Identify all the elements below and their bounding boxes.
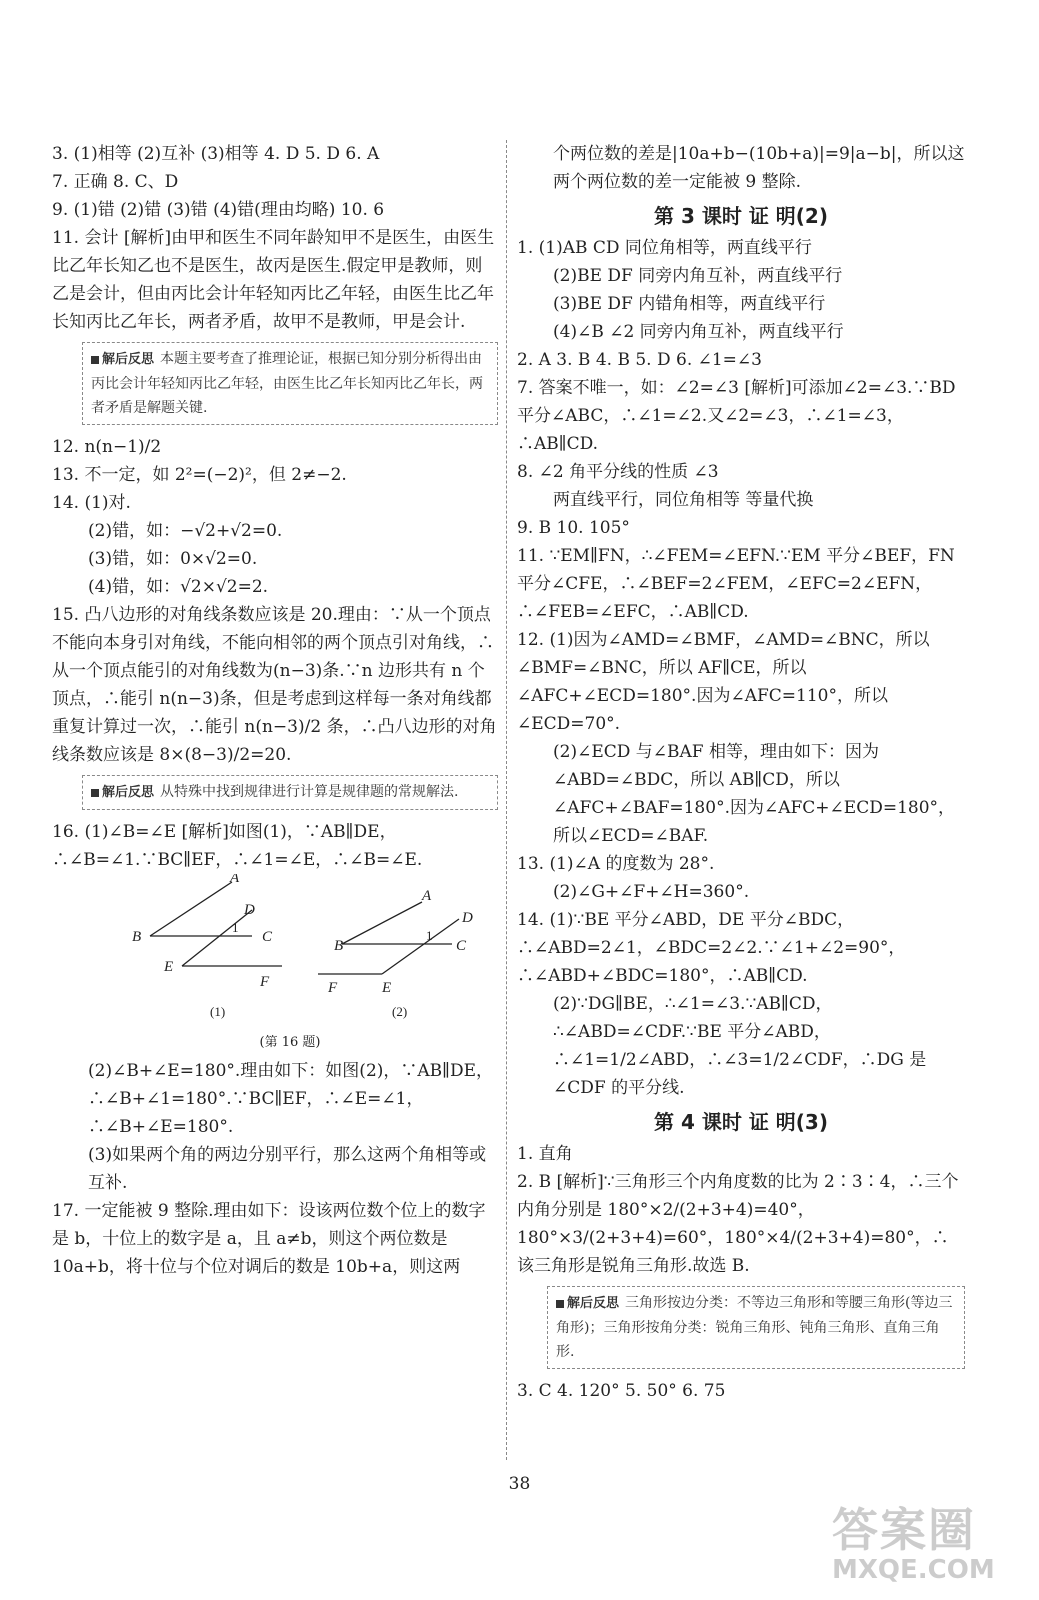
watermark-logo bbox=[832, 1505, 1022, 1590]
answer-line: (3)如果两个角的两边分别平行，那么这两个角相等或互补. bbox=[88, 1145, 487, 1193]
answer-line: 两直线平行，同位角相等 等量代换 bbox=[553, 490, 814, 510]
right-column bbox=[517, 140, 965, 1405]
answer-line: 16. (1)∠B=∠E [解析]如图(1)，∵AB∥DE，∴∠B=∠1.∵BC∥EF，∴∠1=∠E，∴∠B=∠E. bbox=[52, 822, 423, 870]
column-divider bbox=[506, 140, 507, 1460]
answer-line: 9. B 10. 105° bbox=[517, 518, 630, 538]
answer-line: 12. (1)因为∠AMD=∠BMF，∠AMD=∠BNC，所以∠BMF=∠BNC，所以 AF∥CE，所以∠AFC+∠ECD=180°.因为∠AFC=110°，所以∠ECD=70°. bbox=[517, 630, 930, 734]
fig1-line-ab bbox=[150, 882, 232, 936]
fig2-label-d: D bbox=[462, 910, 473, 926]
answer-line: 13. 不一定，如 2²=(−2)²，但 2≠−2. bbox=[52, 465, 347, 485]
answer-line: (4)错，如：√2×√2=2. bbox=[88, 577, 269, 597]
fig2-label-a: A bbox=[422, 888, 432, 904]
answer-line: 11. ∵EM∥FN，∴∠FEM=∠EFN.∵EM 平分∠BEF，FN 平分∠CFE，∴∠BEF=2∠FEM，∠EFC=2∠EFN，∴∠FEB=∠EFC，∴AB∥CD. bbox=[517, 546, 955, 622]
fig1-caption: (1) bbox=[210, 1004, 226, 1019]
answer-line: (2)∠B+∠E=180°.理由如下：如图(2)，∵AB∥DE，∴∠B+∠1=180°.∵BC∥EF，∴∠E=∠1，∴∠B+∠E=180°. bbox=[88, 1061, 494, 1137]
fig2-label-c: C bbox=[456, 938, 467, 954]
reflection-box bbox=[547, 1286, 965, 1369]
fig1-label-c: C bbox=[262, 929, 273, 945]
answer-line: (2)错，如：−√2+√2=0. bbox=[88, 521, 283, 541]
answer-line: 9. (1)错 (2)错 (3)错 (4)错(理由均略) 10. 6 bbox=[52, 200, 385, 220]
reflection-box bbox=[82, 342, 498, 425]
watermark-url: MXQE.COM bbox=[832, 1555, 995, 1585]
fig2-caption: (2) bbox=[392, 1004, 408, 1019]
watermark-text: 答案圈 bbox=[832, 1503, 976, 1557]
answer-line: 3. (1)相等 (2)互补 (3)相等 4. D 5. D 6. A bbox=[52, 144, 380, 164]
answer-line: (3)错，如：0×√2=0. bbox=[88, 549, 258, 569]
answer-line: 14. (1)对. bbox=[52, 493, 131, 513]
fig1-label-e: E bbox=[164, 959, 174, 975]
reflection-tag: 解后反思 bbox=[556, 1296, 619, 1311]
answer-line: 8. ∠2 角平分线的性质 ∠3 bbox=[517, 462, 719, 482]
fig1-label-b: B bbox=[132, 929, 142, 945]
answer-line: 7. 答案不唯一，如：∠2=∠3 [解析]可添加∠2=∠3.∵BD 平分∠ABC，∴∠1=∠2.又∠2=∠3，∴∠1=∠3，∴AB∥CD. bbox=[517, 378, 956, 454]
reflection-text: 本题主要考查了推理论证，根据已知分别分析得出由丙比会计年轻知丙比乙年轻，由医生比乙年长知丙比乙年长，两者矛盾是解题关键. bbox=[91, 351, 483, 416]
fig1-label-1: 1 bbox=[232, 920, 239, 935]
fig2-label-1: 1 bbox=[426, 928, 433, 943]
answer-line: (2)∵DG∥BE，∴∠1=∠3.∵AB∥CD，∴∠ABD=∠CDF.∵BE 平分∠ABD，∴∠1=1/2∠ABD，∴∠3=1/2∠CDF，∴DG 是∠CDF 的平分线. bbox=[553, 994, 927, 1098]
section-heading: 第 3 课时 证 明(2) bbox=[654, 204, 828, 228]
page-number: 38 bbox=[508, 1474, 531, 1494]
fig2-label-b: B bbox=[334, 938, 344, 954]
answer-line: 2. A 3. B 4. B 5. D 6. ∠1=∠3 bbox=[517, 350, 762, 370]
fig1-label-f: F bbox=[260, 974, 270, 990]
answer-line: 1. (1)AB CD 同位角相等，两直线平行 bbox=[517, 238, 812, 258]
answer-line: 11. 会计 [解析]由甲和医生不同年龄知甲不是医生，由医生比乙年长知乙也不是医生，故丙是医生.假定甲是教师，则乙是会计，但由丙比会计年轻知丙比乙年轻，由医生比乙年长知丙比乙年长，两者矛盾，故甲不是教师，甲是会计. bbox=[52, 228, 495, 332]
left-column bbox=[52, 140, 498, 1281]
figure-16 bbox=[52, 874, 498, 1057]
geometry-figures bbox=[82, 874, 482, 1024]
answer-line: (4)∠B ∠2 同旁内角互补，两直线平行 bbox=[553, 322, 844, 342]
figure-caption: (第 16 题) bbox=[259, 1035, 321, 1050]
answer-line: 2. B [解析]∵三角形三个内角度数的比为 2∶3∶4，∴三个内角分别是 180°×2/(2+3+4)=40°，180°×3/(2+3+4)=60°，180°×4/(2+3+4)=80°，∴该三角形是锐角三角形.故选 B. bbox=[517, 1172, 959, 1276]
answer-line: (2)∠ECD 与∠BAF 相等，理由如下：因为∠ABD=∠BDC，所以 AB∥CD，所以∠AFC+∠BAF=180°.因为∠AFC+∠ECD=180°，所以∠ECD=∠BAF. bbox=[553, 742, 956, 846]
answer-line: 个两位数的差是|10a+b−(10b+a)|=9|a−b|，所以这两个两位数的差一定能被 9 整除. bbox=[553, 144, 965, 192]
answer-line: 14. (1)∵BE 平分∠ABD，DE 平分∠BDC，∴∠ABD=2∠1，∠BDC=2∠2.∵∠1+∠2=90°，∴∠ABD+∠BDC=180°，∴AB∥CD. bbox=[517, 910, 906, 986]
answer-line: (2)∠G+∠F+∠H=360°. bbox=[553, 882, 750, 902]
reflection-box bbox=[82, 775, 498, 810]
answer-line: 17. 一定能被 9 整除.理由如下：设该两位数个位上的数字是 b，十位上的数字是 a，且 a≠b，则这个两位数是 10a+b，将十位与个位对调后的数是 10b+a，则这两 bbox=[52, 1201, 486, 1277]
answer-line: 3. C 4. 120° 5. 50° 6. 75 bbox=[517, 1381, 726, 1401]
fig2-label-e: E bbox=[382, 980, 392, 996]
answer-line: 1. 直角 bbox=[517, 1144, 573, 1164]
answer-line: 7. 正确 8. C、D bbox=[52, 172, 179, 192]
fig1-line-de bbox=[182, 910, 252, 966]
reflection-tag: 解后反思 bbox=[91, 785, 154, 800]
answer-line: 13. (1)∠A 的度数为 28°. bbox=[517, 854, 715, 874]
fig2-label-f: F bbox=[328, 980, 338, 996]
reflection-text: 从特殊中找到规律进行计算是规律题的常规解法. bbox=[160, 784, 459, 800]
answer-line: (2)BE DF 同旁内角互补，两直线平行 bbox=[553, 266, 843, 286]
answer-line: (3)BE DF 内错角相等，两直线平行 bbox=[553, 294, 826, 314]
answer-line: 12. n(n−1)/2 bbox=[52, 437, 162, 457]
fig2-line-ab bbox=[342, 902, 422, 944]
reflection-text: 三角形按边分类：不等边三角形和等腰三角形(等边三角形)；三角形按角分类：锐角三角形、钝角三角形、直角三角形. bbox=[556, 1295, 953, 1360]
answer-line: 15. 凸八边形的对角线条数应该是 20.理由：∵从一个顶点不能向本身引对角线，不能向相邻的两个顶点引对角线，∴从一个顶点能引的对角线数为(n−3)条.∵n 边形共有 n 个顶点，∴能引 n(n−3)条，但是考虑到这样每一条对角线都重复计算过一次，∴能引 n(n−3)/2 条，∴凸八边形的对角线条数应该是 8×(8−3)/2=20. bbox=[52, 605, 497, 765]
fig1-label-a: A bbox=[230, 874, 240, 886]
reflection-tag: 解后反思 bbox=[91, 352, 154, 367]
fig1-label-d: D bbox=[244, 902, 255, 918]
section-heading: 第 4 课时 证 明(3) bbox=[654, 1110, 828, 1134]
fig2-line-de bbox=[382, 919, 459, 974]
